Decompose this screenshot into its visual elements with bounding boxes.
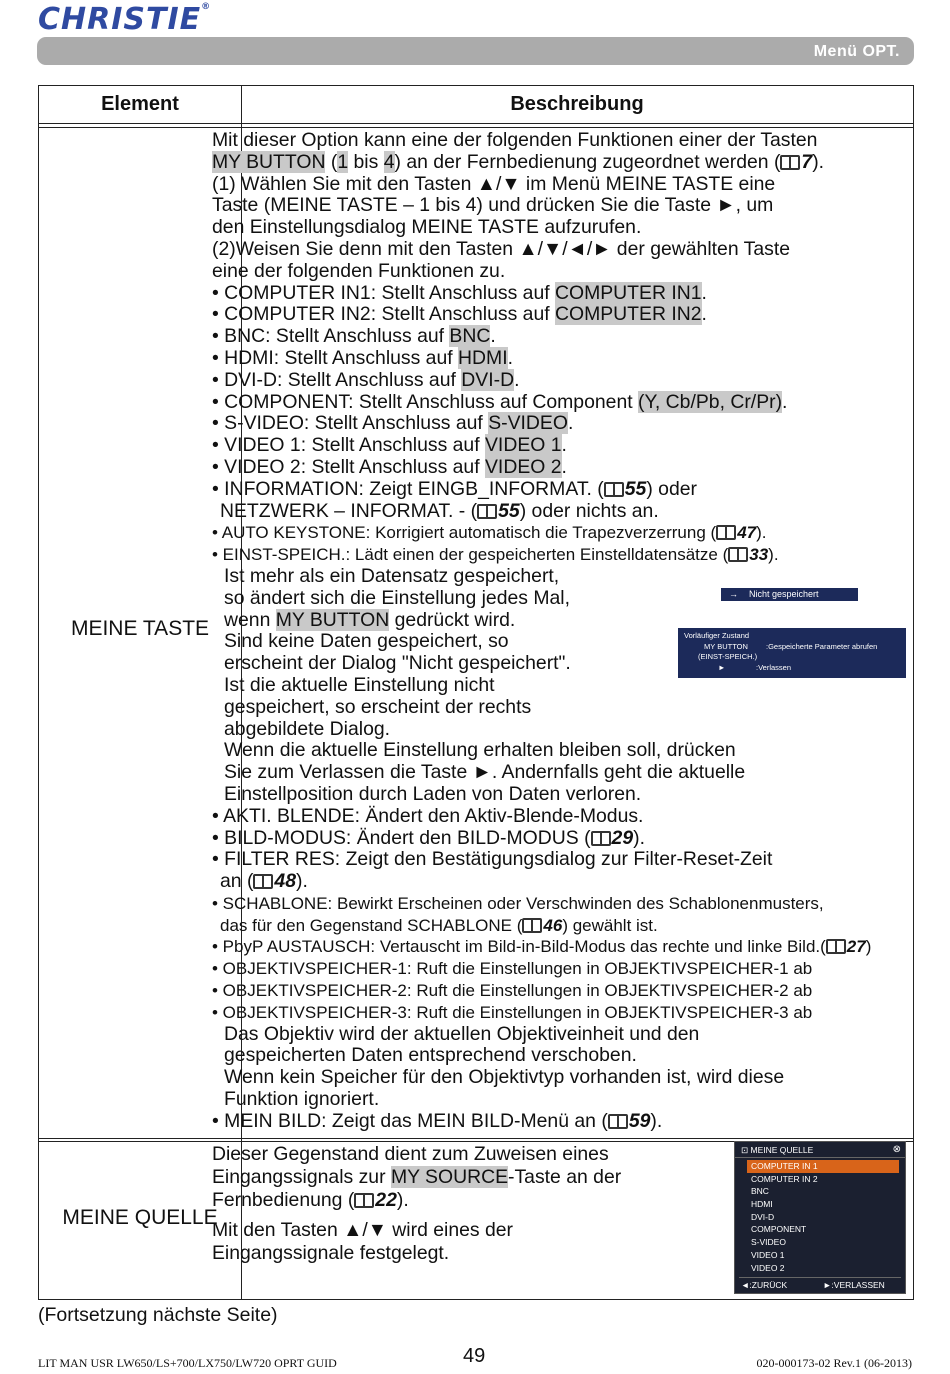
text-line: Mit den Tasten ▲/▼ wird eines der <box>212 1219 514 1241</box>
bullet-item: • HDMI: Stellt Anschluss auf HDMI. <box>212 346 513 369</box>
menu-item-video-1[interactable]: VIDEO 1 <box>751 1249 785 1260</box>
dialog-label: Nicht gespeichert <box>749 589 819 599</box>
row-divider <box>39 1138 913 1139</box>
text-line: Eingangssignale festgelegt. <box>212 1242 450 1264</box>
text-line: Fernbedienung ( 22). <box>212 1189 409 1211</box>
book-icon <box>253 874 273 889</box>
text-line: gespeichert, so erscheint der rechts <box>224 695 532 718</box>
text-line: gespeicherten Daten entsprechend verschoben. <box>224 1044 637 1067</box>
dialog-row: (EINST-SPEICH.) <box>698 652 758 661</box>
text-line: abgebildete Dialog. <box>224 717 391 740</box>
bullet-item: • OBJEKTIVSPEICHER-2: Ruft die Einstellungen in OBJEKTIVSPEICHER-2 ab <box>212 981 813 1001</box>
text-line: Ist mehr als ein Datensatz gespeichert, <box>224 564 560 587</box>
menu-item-computer-in-1[interactable]: COMPUTER IN 1 <box>747 1160 899 1173</box>
bullet-item: • OBJEKTIVSPEICHER-3: Ruft die Einstellungen in OBJEKTIVSPEICHER-3 ab <box>212 1002 813 1022</box>
continued-note: (Fortsetzung nächste Seite) <box>38 1304 278 1326</box>
back-hint: ◄:ZURÜCK <box>741 1280 788 1290</box>
temporary-state-dialog <box>678 628 906 678</box>
christie-logo: CHRISTIE® <box>38 2 212 37</box>
section-band <box>37 37 914 65</box>
text-line: Mit dieser Option kann eine der folgenden Funktionen einer der Tasten <box>212 129 818 151</box>
text-line: Ist die aktuelle Einstellung nicht <box>224 673 495 696</box>
menu-item-s-video[interactable]: S-VIDEO <box>751 1237 786 1248</box>
book-icon <box>604 482 624 497</box>
bullet-item: • BNC: Stellt Anschluss auf BNC. <box>212 325 496 348</box>
text-line: wenn MY BUTTON gedrückt wird. <box>224 608 516 631</box>
menu-footer <box>739 1277 901 1291</box>
bullet-item: • OBJEKTIVSPEICHER-1: Ruft die Einstellungen in OBJEKTIVSPEICHER-1 ab <box>212 959 813 979</box>
dialog-row: MY BUTTON :Gespeicherte Parameter abrufen <box>704 641 878 651</box>
bullet-item: • COMPUTER IN1: Stellt Anschluss auf COMPUTER IN1. <box>212 281 707 304</box>
book-icon <box>522 918 542 933</box>
text-line: Wenn kein Speicher für den Objektivtyp vorhanden ist, wird diese <box>224 1066 785 1089</box>
book-icon <box>591 831 611 846</box>
dialog-row: ► :Verlassen <box>718 662 792 672</box>
menu-item-component[interactable]: COMPONENT <box>751 1224 807 1235</box>
text-line: Einstellposition durch Laden von Daten verloren. <box>224 782 642 805</box>
page-number: 49 <box>463 1345 486 1367</box>
element-meine-taste: MEINE TASTE <box>70 617 210 640</box>
header-double-line <box>39 127 913 128</box>
arrow-right-icon: → <box>729 589 738 599</box>
book-icon <box>477 504 497 519</box>
bullet-item: • EINST-SPEICH.: Lädt einen der gespeicherten Einstelldatensätze ( 33). <box>212 545 779 565</box>
text-line: NETZWERK – INFORMAT. - ( 55) oder nichts an. <box>220 499 659 522</box>
element-meine-quelle: MEINE QUELLE <box>62 1206 218 1229</box>
text-line: (1) Wählen Sie mit den Tasten ▲/▼ im Menü MEINE TASTE eine <box>212 172 776 195</box>
book-icon <box>728 547 748 562</box>
text-line: Eingangssignals zur MY SOURCE-Taste an der <box>212 1166 622 1188</box>
text-line: Das Objektiv wird der aktuellen Objektiveinheit und den <box>224 1022 700 1045</box>
bullet-item: • COMPUTER IN2: Stellt Anschluss auf COMPUTER IN2. <box>212 303 707 326</box>
text-line: so ändert sich die Einstellung jedes Mal, <box>224 586 570 609</box>
bullet-item: • PbyP AUSTAUSCH: Vertauscht im Bild-in-Bild-Modus das rechte und linke Bild.( 27) <box>212 937 872 957</box>
footer-doc-title: LIT MAN USR LW650/LS+700/LX750/LW720 OPRT GUID <box>38 1356 337 1370</box>
bullet-item: • S-VIDEO: Stellt Anschluss auf S-VIDEO. <box>212 412 574 435</box>
exit-hint: ►:VERLASSEN <box>823 1280 885 1290</box>
text-line: Sie zum Verlassen die Taste ►. Andernfalls geht die aktuelle <box>224 761 746 784</box>
section-title: Menü OPT. <box>813 43 900 60</box>
dialog-title: Vorläufiger Zustand <box>684 631 750 640</box>
text-line: eine der folgenden Funktionen zu. <box>212 259 506 282</box>
text-line: MY BUTTON (1 bis 4) an der Fernbedienung zugeordnet werden ( 7). <box>212 150 825 173</box>
menu-item-dvi-d[interactable]: DVI-D <box>751 1211 775 1222</box>
column-header-element: Element <box>101 93 179 115</box>
text-line: das für den Gegenstand SCHABLONE ( 46) gewählt ist. <box>220 915 658 935</box>
book-icon <box>608 1114 628 1129</box>
close-icon[interactable]: ⊗ <box>892 1144 901 1155</box>
text-line: Taste (MEINE TASTE – 1 bis 4) und drücken Sie die Taste ►, um <box>212 194 774 217</box>
not-saved-dialog <box>721 588 858 601</box>
text-line: Wenn die aktuelle Einstellung erhalten bleiben soll, drücken <box>224 739 736 762</box>
bullet-item: • MEIN BILD: Zeigt das MEIN BILD-Menü an ( 59). <box>212 1109 663 1132</box>
text-line: erscheint der Dialog "Nicht gespeichert". <box>224 652 571 675</box>
bullet-item: • INFORMATION: Zeigt EINGB_INFORMAT. ( 55) oder <box>212 477 697 500</box>
table-header <box>39 86 913 124</box>
text-line: den Einstellungsdialog MEINE TASTE aufzurufen. <box>212 216 642 239</box>
book-icon <box>716 525 736 540</box>
bullet-item: • AKTI. BLENDE: Ändert den Aktiv-Blende-Modus. <box>212 804 644 827</box>
bullet-item: • BILD-MODUS: Ändert den BILD-MODUS ( 29). <box>212 826 645 849</box>
text-line: Funktion ignoriert. <box>224 1088 380 1111</box>
book-icon <box>826 939 846 954</box>
bullet-item: • VIDEO 2: Stellt Anschluss auf VIDEO 2. <box>212 455 567 478</box>
menu-item-hdmi[interactable]: HDMI <box>751 1199 773 1210</box>
column-header-description: Beschreibung <box>510 93 644 115</box>
menu-item-bnc[interactable]: BNC <box>751 1186 769 1197</box>
menu-item-video-2[interactable]: VIDEO 2 <box>751 1262 785 1273</box>
bullet-item: • FILTER RES: Zeigt den Bestätigungsdialog zur Filter-Reset-Zeit <box>212 848 773 871</box>
bullet-item: • DVI-D: Stellt Anschluss auf DVI-D. <box>212 368 520 391</box>
text-line: an ( 48). <box>220 870 308 893</box>
text-line: (2)Weisen Sie denn mit den Tasten ▲/▼/◄/► der gewählten Taste <box>212 237 790 260</box>
text-line: Dieser Gegenstand dient zum Zuweisen eines <box>212 1143 609 1165</box>
footer-doc-number: 020-000173-02 Rev.1 (06-2013) <box>756 1356 912 1370</box>
bullet-item: • COMPONENT: Stellt Anschluss auf Component (Y, Cb/Pb, Cr/Pr). <box>212 390 788 413</box>
book-icon <box>780 155 800 170</box>
bullet-item: • AUTO KEYSTONE: Korrigiert automatisch die Trapezverzerrung ( 47). <box>212 523 767 543</box>
text-line: Sind keine Daten gespeichert, so <box>224 630 509 653</box>
book-icon <box>354 1193 374 1208</box>
menu-item-computer-in-2[interactable]: COMPUTER IN 2 <box>751 1173 818 1184</box>
meine-quelle-menu <box>734 1141 906 1294</box>
bullet-item: • VIDEO 1: Stellt Anschluss auf VIDEO 1. <box>212 434 567 457</box>
menu-title: ⊡ MEINE QUELLE <box>735 1142 905 1158</box>
bullet-item: • SCHABLONE: Bewirkt Erscheinen oder Verschwinden des Schablonenmusters, <box>212 893 824 913</box>
